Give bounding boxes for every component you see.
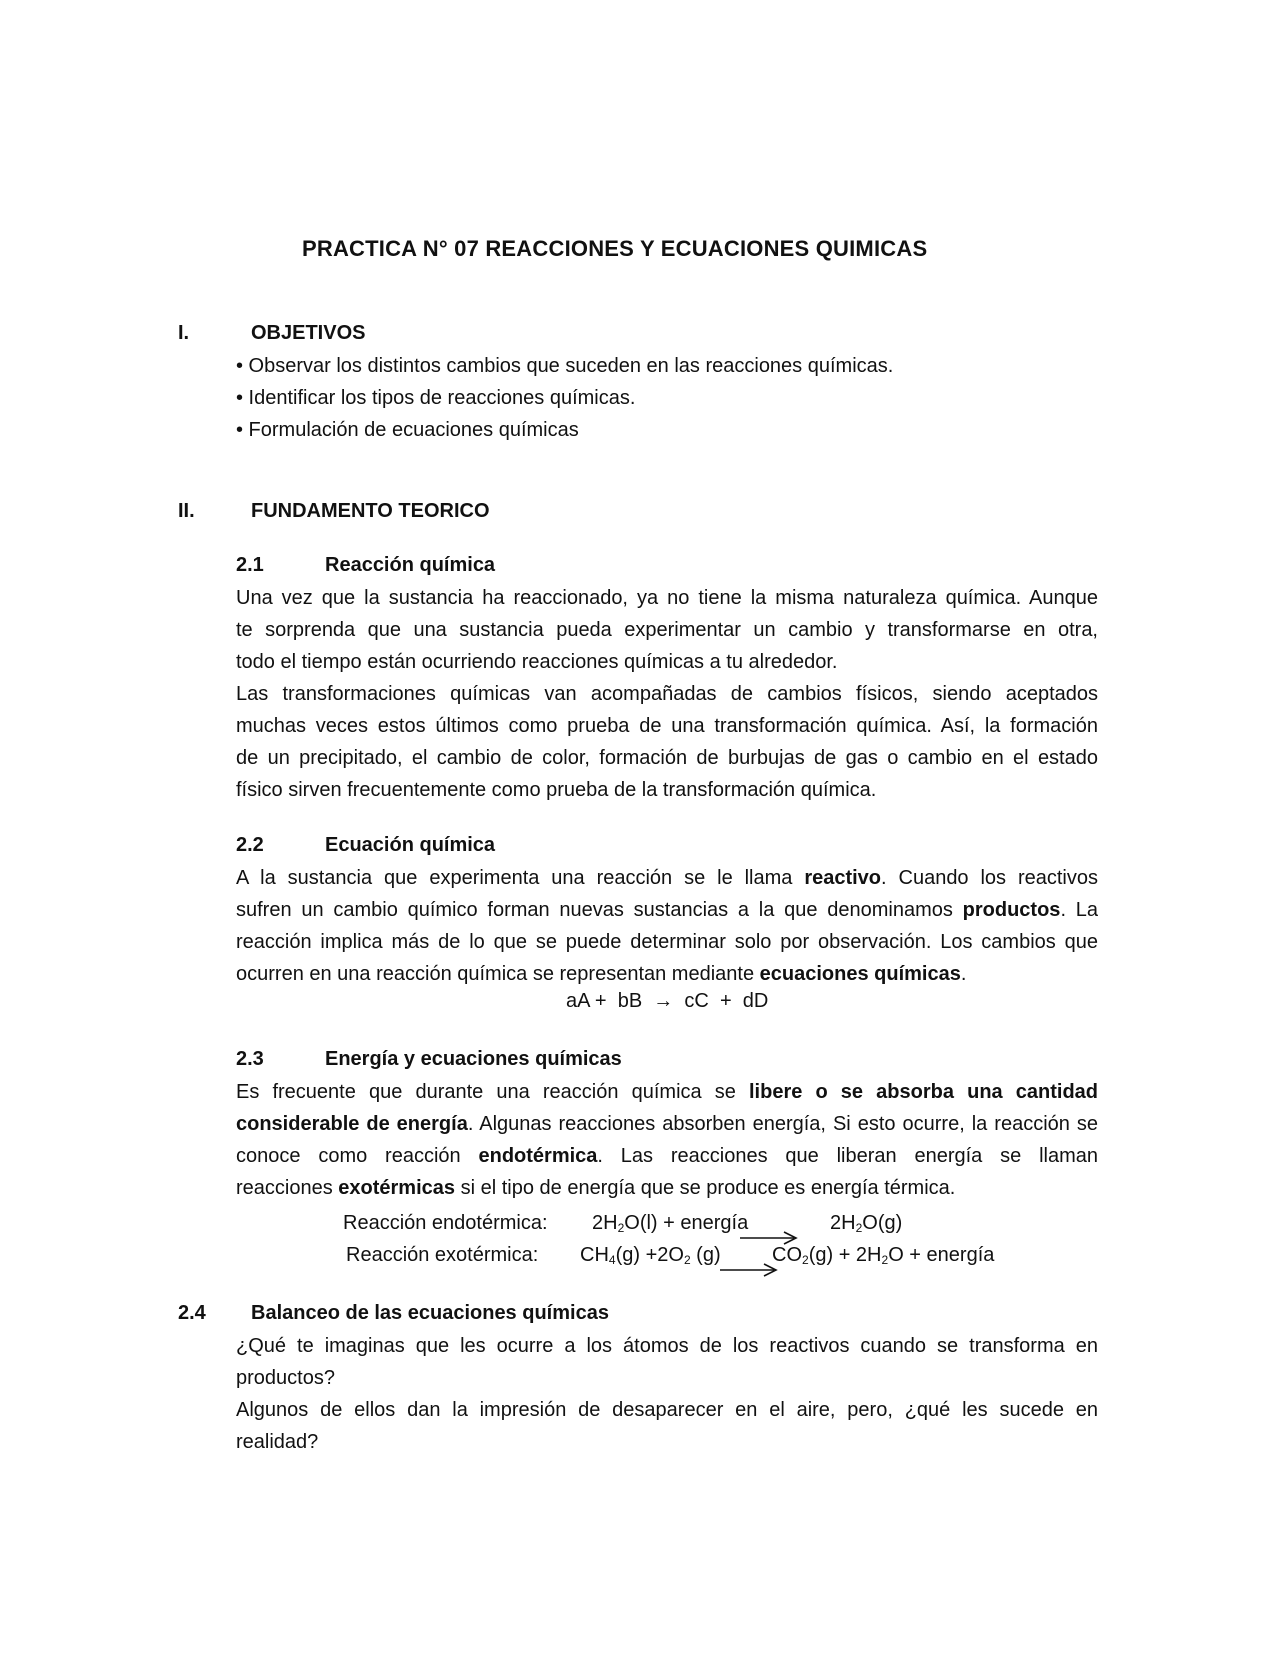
endothermic-reactants (592, 1212, 748, 1235)
subsection-2-2-number: 2.2 (236, 834, 264, 856)
formula-part: (g) + 2H (808, 1244, 882, 1266)
exothermic-label: Reacción exotérmica: (346, 1244, 539, 1266)
term-exotermicas: exotérmicas (338, 1177, 456, 1199)
paragraph-line: Una vez que la sustancia ha reaccionado, ya no tiene la misma naturaleza química. Aunque (236, 587, 1098, 609)
paragraph-reaccion-quimica (236, 582, 1098, 806)
paragraph-balanceo (236, 1330, 1098, 1458)
term-ecuaciones-quimicas: ecuaciones químicas (759, 963, 961, 985)
text-run: . (960, 963, 967, 985)
bold-run: libere o se absorba una cantidad (749, 1081, 1099, 1103)
text-run: sufren un cambio químico forman nuevas sustancias a la que denominamos (236, 899, 963, 921)
text-run: reacciones (236, 1177, 339, 1199)
subscript: 2 (802, 1253, 809, 1267)
subsection-2-4-number: 2.4 (178, 1302, 206, 1324)
page-title: PRACTICA N° 07 REACCIONES Y ECUACIONES QUIMICAS (302, 236, 928, 261)
paragraph-ecuacion-quimica (236, 862, 1098, 990)
text-run: . La (1060, 899, 1099, 921)
subscript: 2 (683, 1253, 691, 1267)
subsection-2-4-heading: Balanceo de las ecuaciones químicas (251, 1302, 609, 1324)
section-2-number: II. (178, 500, 195, 522)
paragraph-line: físico sirven frecuentemente como prueba de la transformación química. (236, 779, 877, 801)
bold-run: considerable de energía (236, 1113, 468, 1135)
formula-part: 2H (592, 1212, 618, 1234)
paragraph-line (236, 862, 1098, 894)
formula-part: (g) +2O (615, 1244, 684, 1266)
paragraph-energia (236, 1076, 1098, 1204)
text-run: Es frecuente que durante una reacción química se (236, 1081, 749, 1103)
formula-part: O + energía (888, 1244, 995, 1266)
term-productos: productos (962, 899, 1061, 921)
text-run: . Las reacciones que liberan energía se llaman (597, 1145, 1099, 1167)
objective-item: • Identificar los tipos de reacciones químicas. (236, 387, 636, 409)
formula-part: CO (772, 1244, 802, 1266)
paragraph-line: ¿Qué te imaginas que les ocurre a los átomos de los reactivos cuando se transforma en (236, 1335, 1098, 1357)
section-1-heading: OBJETIVOS (251, 322, 366, 344)
objective-item: • Formulación de ecuaciones químicas (236, 419, 579, 441)
section-1-number: I. (178, 322, 190, 344)
term-endotermica: endotérmica (478, 1145, 598, 1167)
paragraph-line: realidad? (236, 1431, 319, 1453)
subscript: 2 (617, 1221, 625, 1235)
subscript: 2 (855, 1221, 863, 1235)
exothermic-products (772, 1244, 994, 1267)
formula-part: (g) (690, 1244, 721, 1266)
paragraph-line: reacción implica más de lo que se puede determinar solo por observación. Los cambios que (236, 931, 1098, 953)
subsection-2-1-heading: Reacción química (325, 554, 496, 576)
paragraph-line (236, 1172, 1098, 1204)
paragraph-line: muchas veces estos últimos como prueba de una transformación química. Así, la formación (236, 715, 1098, 737)
paragraph-line: productos? (236, 1367, 335, 1389)
paragraph-line: Las transformaciones químicas van acompañadas de cambios físicos, siendo aceptados (236, 683, 1098, 705)
paragraph-line: de un precipitado, el cambio de color, formación de burbujas de gas o cambio en el estado (236, 747, 1098, 769)
objective-item: • Observar los distintos cambios que suceden en las reacciones químicas. (236, 355, 894, 377)
subsection-2-2-heading: Ecuación química (325, 834, 496, 856)
text-run: A la sustancia que experimenta una reacción se le llama (236, 867, 805, 889)
paragraph-line: Algunos de ellos dan la impresión de desaparecer en el aire, pero, ¿qué les sucede en (236, 1399, 1098, 1421)
text-run: conoce como reacción (236, 1145, 479, 1167)
formula-part: O(l) + energía (624, 1212, 749, 1234)
text-run: . Algunas reacciones absorben energía, Si esto ocurre, la reacción se (467, 1113, 1098, 1135)
formula-part: CH (580, 1244, 609, 1266)
text-run: si el tipo de energía que se produce es energía térmica. (455, 1177, 956, 1199)
subscript: 4 (608, 1253, 616, 1267)
subsection-2-1-number: 2.1 (236, 554, 264, 576)
endothermic-label: Reacción endotérmica: (343, 1212, 548, 1234)
paragraph-line: todo el tiempo están ocurriendo reacciones químicas a tu alrededor. (236, 651, 838, 673)
exothermic-reactants (580, 1244, 721, 1267)
paragraph-line (236, 1076, 1098, 1108)
reaction-arrow-icon (720, 1262, 780, 1278)
paragraph-line: te sorprenda que una sustancia pueda experimentar un cambio y transformarse en otra, (236, 619, 1098, 641)
paragraph-line (236, 1108, 1098, 1140)
subsection-2-3-heading: Energía y ecuaciones químicas (325, 1048, 622, 1070)
paragraph-line (236, 894, 1098, 926)
term-reactivo: reactivo (804, 867, 882, 889)
subsection-2-3-number: 2.3 (236, 1048, 264, 1070)
section-2-heading: FUNDAMENTO TEORICO (251, 500, 490, 522)
paragraph-line (236, 958, 1098, 990)
text-run: . Cuando los reactivos (881, 867, 1098, 889)
general-equation: aA + bB → cC + dD (566, 990, 769, 1012)
endothermic-products (830, 1212, 902, 1235)
paragraph-line (236, 1140, 1098, 1172)
subscript: 2 (881, 1253, 889, 1267)
formula-part: 2H (830, 1212, 856, 1234)
text-run: ocurren en una reacción química se representan mediante (236, 963, 760, 985)
formula-part: O(g) (862, 1212, 903, 1234)
